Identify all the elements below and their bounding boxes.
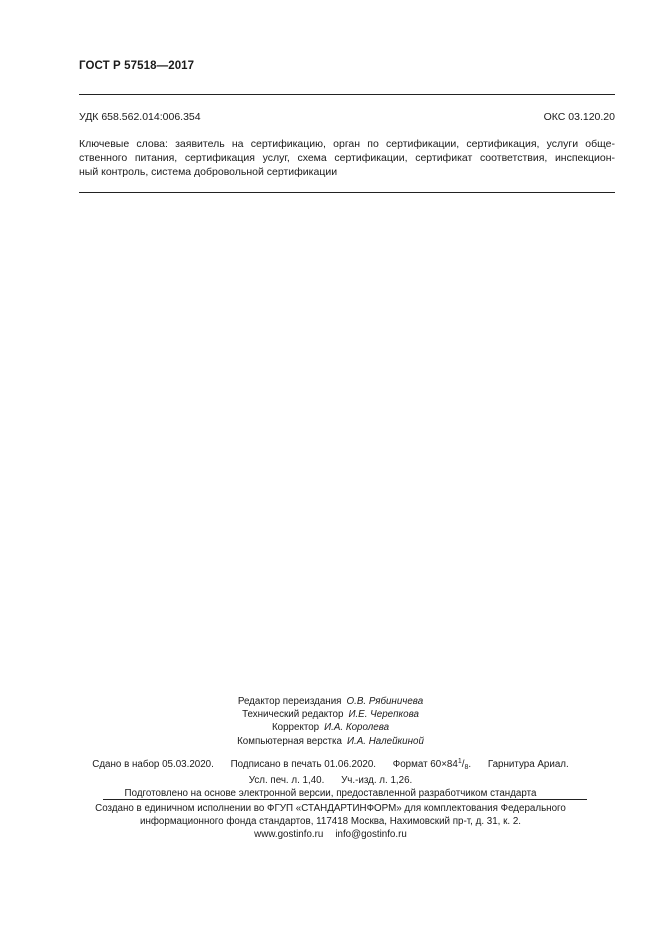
publication-dates-row [0, 755, 661, 774]
print-sheets: Усл. печ. л. 1,40. [248, 775, 325, 787]
paper-format [393, 759, 471, 770]
credit-name: О.В. Рябиничева [346, 696, 424, 707]
typeset-date: Сдано в набор 05.03.2020. [92, 759, 214, 770]
publication-block [0, 755, 661, 801]
credit-role: Компьютерная верстка [237, 735, 342, 747]
keywords-line: ный контроль, система добровольной сертификации [79, 166, 338, 179]
credit-tech-editor [0, 708, 661, 721]
website-link[interactable]: www.gostinfo.ru [254, 829, 324, 841]
publication-sheets-row [0, 774, 661, 787]
footer-rule [103, 799, 587, 800]
created-block [0, 802, 661, 842]
credit-role: Корректор [271, 722, 320, 734]
format-sup: 1 [457, 758, 462, 765]
credit-name: И.Е. Черепкова [348, 709, 419, 721]
header-rule [79, 94, 615, 95]
keywords-block [79, 137, 615, 180]
format-suffix: . [468, 759, 472, 770]
contacts-row [0, 828, 661, 841]
credit-editor [0, 695, 661, 708]
created-line: Создано в единичном исполнении во ФГУП «СТАНДАРТИНФОРМ» для комплектования Федерального [95, 803, 566, 814]
created-line: информационного фонда стандартов, 117418 Москва, Нахимовский пр-т, д. 31, к. 2. [139, 816, 522, 828]
credits-block [0, 695, 661, 748]
signed-date: Подписано в печать 01.06.2020. [230, 759, 377, 770]
credit-role: Редактор переиздания [237, 696, 342, 707]
credit-role: Технический редактор [242, 709, 344, 721]
keywords-line: ственного питания, сертификация услуг, схема сертификации, сертификат соответствия, инспекцион- [79, 152, 615, 165]
credit-name: И.А. Налейкиной [347, 735, 424, 747]
format-sub: 8 [464, 764, 469, 771]
udk-code: УДК 658.562.014:006.354 [79, 111, 201, 123]
typeface: Гарнитура Ариал. [487, 759, 569, 770]
format-text: Формат 60×84 [392, 759, 458, 770]
keywords-rule [79, 192, 615, 193]
format-slash: / [461, 759, 465, 770]
standard-id: ГОСТ Р 57518—2017 [79, 60, 195, 72]
credit-name: И.А. Королева [324, 722, 390, 734]
keywords-line: Ключевые слова: заявитель на сертификацию, орган по сертификации, сертификация, услуги обще- [79, 138, 615, 150]
oks-code: ОКС 03.120.20 [543, 111, 615, 123]
credit-layout [0, 735, 661, 748]
email-link[interactable]: info@gostinfo.ru [335, 829, 407, 841]
credit-corrector [0, 721, 661, 734]
publisher-sheets: Уч.-изд. л. 1,26. [341, 775, 413, 787]
prepared-text: Подготовлено на основе электронной версии, предоставленной разработчиком стандарта [124, 788, 537, 800]
